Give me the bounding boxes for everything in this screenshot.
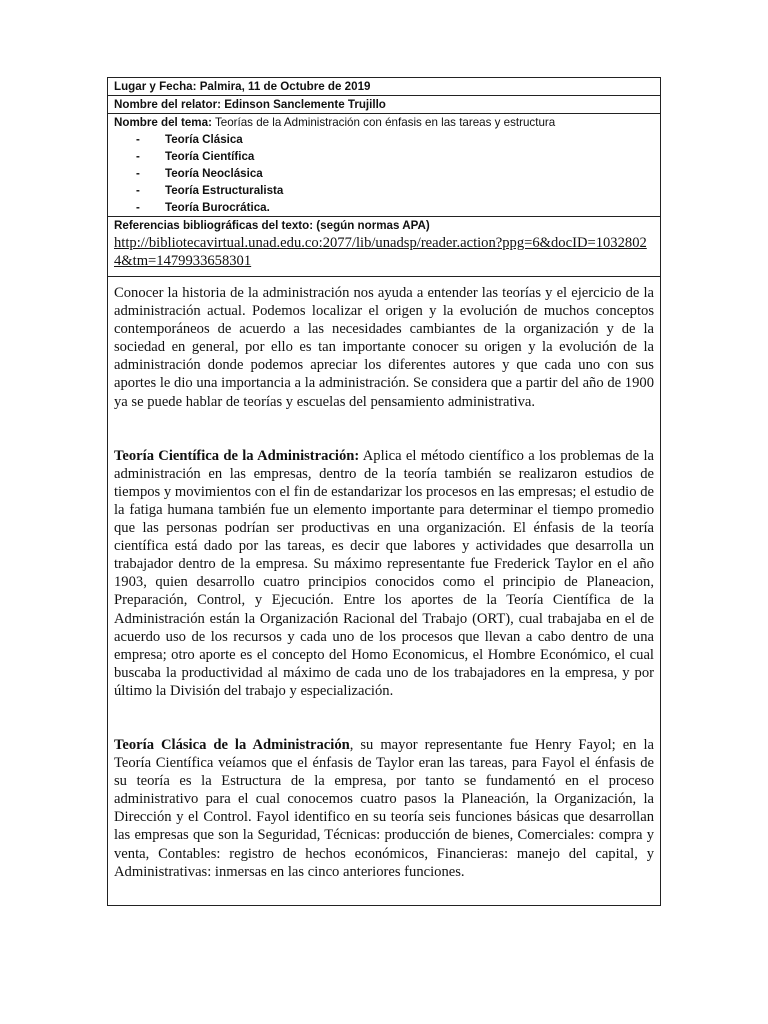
tema-row — [108, 114, 660, 217]
tema-label: Nombre del tema: — [114, 116, 212, 129]
lugar-fecha-label: Lugar y Fecha: — [114, 80, 197, 93]
lugar-fecha-value: Palmira, 11 de Octubre de 2019 — [199, 80, 371, 93]
dash-bullet: - — [136, 167, 140, 180]
list-item: - Teoría Burocrática. — [136, 201, 270, 214]
clasica-title: Teoría Clásica de la Administración — [114, 736, 350, 753]
list-item: - Teoría Clásica — [136, 133, 243, 146]
cientifica-text: Aplica el método científico a los problemas de la administración en las empresas, dentro de la teoría también se realizaron estudios de tiempos y movimientos con el fin de estandarizar los procesos en las empresas; el estudio de la fatiga humana también fue un elemento importante para determinar el tiempo promedio que las personas podrían ser productivas en una organización. El énfasis de la teoría científica está dado por las tareas, es decir que labores y actividades que desarrolla un trabajador dentro de la empresa. Su máximo representante fue Frederick Taylor en el año 1903, quien desarrollo cuatro principios conocidos como el principio de Planeacion, Preparación, Control, y Ejecución. Entre los aportes de la Teoría Científica de la Administración están la Organización Racional del Trabajo (ORT), cual trabajaba en el de acuerdo uso de los recursos y cada uno de los procesos que llevan a cabo dentro de una empresa; otro aporte es el concepto del Homo Economicus, el Hombre Económico, el cual buscaba la productividad al máximo de cada uno de los trabajadores en la empresa, y por último la División del trabajo y especialización. — [114, 447, 654, 699]
intro-paragraph: Conocer la historia de la administración nos ayuda a entender las teorías y el ejercicio de la administración actual. Podemos localizar el origen y la evolución de muchos conceptos contemporáneos de acuerdo a las necesidades cambiantes de la organización y de la sociedad en general, por ello es tan importante conocer su origen y la evolución de la administración donde podemos apreciar los diferentes autores y que cada uno con sus aportes le dio una importancia a la administración. Se considera que a partir del año de 1900 ya se puede hablar de teorías y escuelas del pensamiento administrativa. — [114, 285, 654, 410]
content-body — [108, 277, 660, 905]
list-item: - Teoría Estructuralista — [136, 184, 284, 197]
relator-row — [108, 96, 660, 114]
relator-value: Edinson Sanclemente Trujillo — [224, 98, 386, 111]
lugar-fecha-row — [108, 78, 660, 96]
dash-bullet: - — [136, 201, 140, 214]
references-label: Referencias bibliográficas del texto: (según normas APA) — [114, 219, 430, 232]
tema-line — [114, 114, 654, 131]
reference-link[interactable]: http://bibliotecavirtual.unad.edu.co:2077/lib/unadsp/reader.action?ppg=6&docID=10328024&tm=1479933658301 — [114, 235, 647, 269]
cientifica-title: Teoría Científica de la Administración: — [114, 447, 360, 464]
clasica-text: , su mayor representante fue Henry Fayol; en la Teoría Científica veíamos que el énfasis de Taylor eran las tareas, para Fayol el énfasis de su teoría es la Estructura de la empresa, por tanto se fundamentó en el proceso administrativo para el cual conocemos cuatro pasos la Planeación, la Organización, la Dirección y el Control. Fayol identifico en su teoría seis funciones básicas que desarrollan las empresas que son la Seguridad, Técnicas: producción de bienes, Comerciales: compra y venta, Contables: registro de hechos económicos, Financieras: manejo del capital, y Administrativas: inmersas en las cinco anteriores funciones. — [114, 736, 654, 880]
list-item: - Teoría Neoclásica — [136, 167, 263, 180]
tema-value: Teorías de la Administración con énfasis en las tareas y estructura — [214, 116, 556, 129]
document-table — [107, 77, 661, 906]
list-item: - Teoría Científica — [136, 150, 255, 163]
topic-list — [114, 131, 654, 216]
references-row — [108, 217, 660, 277]
relator-label: Nombre del relator: — [114, 98, 221, 111]
clasica-paragraph — [114, 736, 654, 881]
cientifica-paragraph — [114, 447, 654, 700]
dash-bullet: - — [136, 184, 140, 197]
dash-bullet: - — [136, 150, 140, 163]
dash-bullet: - — [136, 133, 140, 146]
